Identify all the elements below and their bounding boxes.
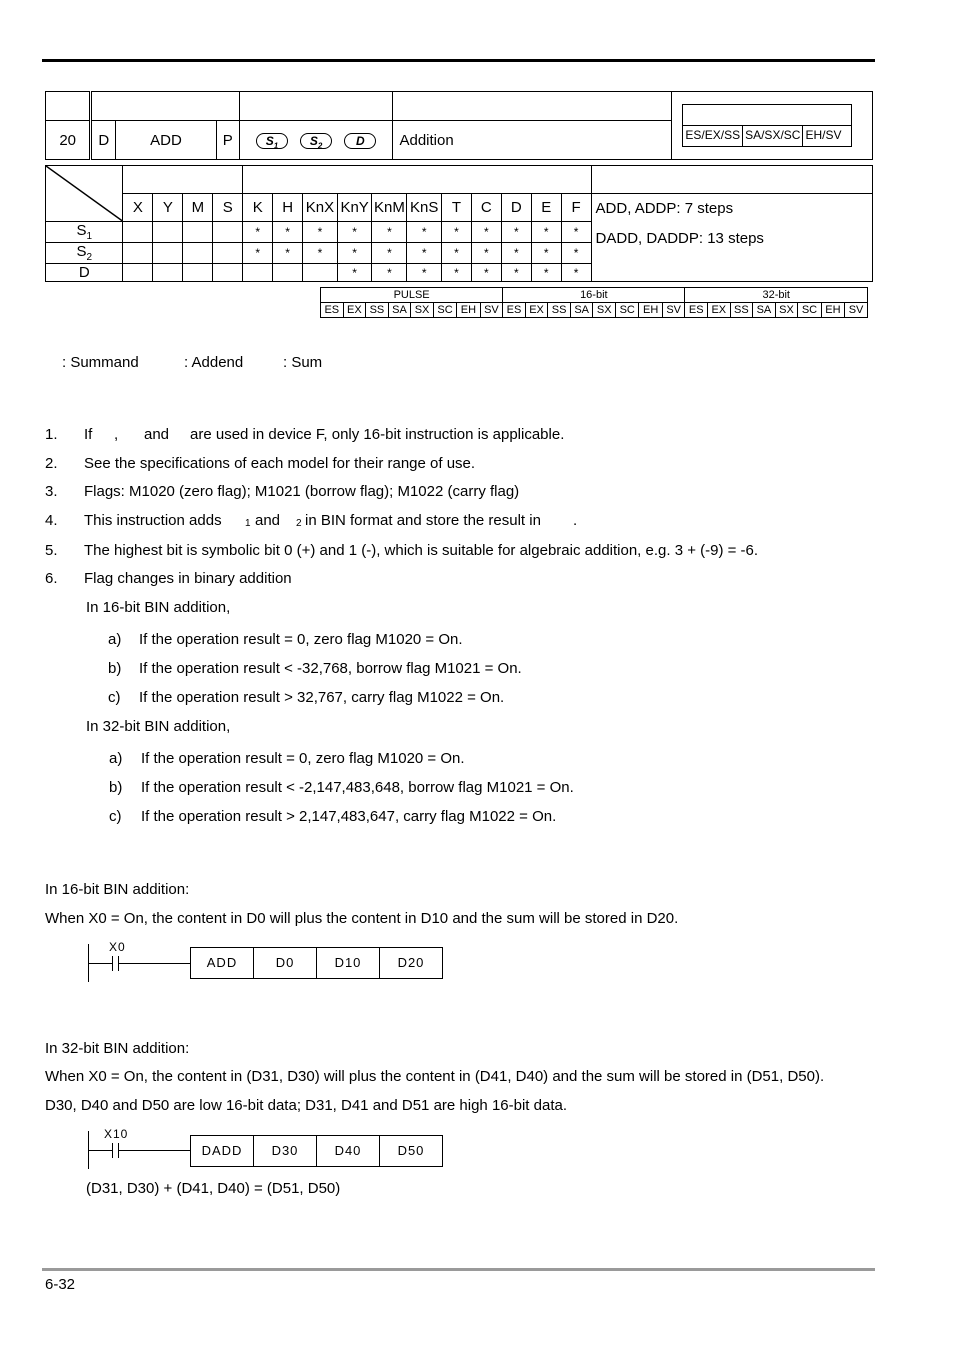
pulse-table — [320, 287, 868, 318]
col-header-knx: KnX — [303, 194, 338, 222]
pulse-model-cell: SC — [798, 303, 821, 318]
item32-a: If the operation result = 0, zero flag M1020 = On. — [141, 750, 465, 767]
operand-mark — [153, 243, 183, 264]
operand-row-label: $S_1$ — [46, 222, 123, 243]
item1-comma: , — [114, 426, 119, 443]
model-box — [682, 104, 852, 147]
operand-mark: * — [407, 264, 442, 282]
operand-row-label: $S_2$ — [46, 243, 123, 264]
operand-mark: * — [471, 243, 501, 264]
operand-mark — [213, 243, 243, 264]
col-header-kny: KnY — [337, 194, 372, 222]
example2-desc2: D30, D40 and D50 are low 16-bit data; D31, D41 and D51 are high 16-bit data. — [45, 1097, 567, 1114]
operand-mark — [303, 264, 338, 282]
sub16-title: In 16-bit BIN addition, — [86, 599, 231, 616]
pulse-model-cell: SC — [433, 303, 456, 318]
pulse-model-cell: ES — [685, 303, 708, 318]
example1-d: D20 — [397, 955, 425, 970]
pulse-model-cell: SV — [845, 303, 868, 318]
operand-mark: * — [561, 222, 591, 243]
operand-mark: * — [471, 222, 501, 243]
item5: The highest bit is symbolic bit 0 (+) and 1 (-), which is suitable for algebraic addition, e.g. 3 + (-9) = -6. — [84, 542, 759, 559]
operand-mark: * — [273, 222, 303, 243]
instruction-header — [45, 91, 873, 160]
col-header-d: D — [501, 194, 531, 222]
example2-contact-label: X10 — [104, 1127, 129, 1141]
example2-s2: D40 — [317, 1136, 380, 1166]
example1-desc: When X0 = On, the content in D0 will plus the content in D10 and the sum will be stored in D20. — [45, 910, 679, 927]
col-header-kns: KnS — [407, 194, 442, 222]
operand-mark — [183, 222, 213, 243]
pulse-model-cell: EH — [457, 303, 480, 318]
pulse-model-cell: SS — [548, 303, 571, 318]
operand-mark — [243, 264, 273, 282]
item3: Flags: M1020 (zero flag); M1021 (borrow flag); M1022 (carry flag) — [84, 483, 520, 500]
operand-mark: * — [501, 264, 531, 282]
operand-mark: * — [372, 264, 407, 282]
item4-d: . — [573, 512, 578, 529]
operand-s1: $S_1$ — [256, 133, 288, 149]
32bit-group: 32-bit — [685, 288, 868, 303]
operand-table — [45, 165, 873, 282]
pulse-model-cell: SC — [616, 303, 639, 318]
operand-mark — [273, 264, 303, 282]
operand-mark: * — [372, 243, 407, 264]
col-header-k: K — [243, 194, 273, 222]
operand-s2: $S_2$ — [300, 133, 332, 149]
operand-s2-desc: : Addend — [184, 354, 244, 371]
operand-mark — [123, 222, 153, 243]
steps-32bit: DADD, DADDP: 13 steps — [595, 230, 764, 247]
operand-mark: * — [442, 243, 472, 264]
operand-mark — [183, 264, 213, 282]
example1-s2: D10 — [317, 948, 380, 978]
col-header-c: C — [471, 194, 501, 222]
pulse-model-cell: SX — [775, 303, 798, 318]
item16-a: If the operation result = 0, zero flag M1020 = On. — [139, 631, 463, 648]
col-header-m: M — [183, 194, 213, 222]
operand-mark: * — [303, 222, 338, 243]
bottom-rule — [42, 1268, 875, 1271]
steps-cell — [591, 194, 872, 282]
operand-mark: * — [337, 243, 372, 264]
operand-mark: * — [243, 222, 273, 243]
operand-mark — [153, 264, 183, 282]
example1-op: ADD — [191, 948, 254, 978]
pulse-model-cell: SV — [480, 303, 503, 318]
operand-mark — [153, 222, 183, 243]
pulse-model-cell: EH — [821, 303, 844, 318]
pulse-model-cell: EH — [639, 303, 662, 318]
operand-mark — [213, 222, 243, 243]
col-header-h: H — [273, 194, 303, 222]
pulse-model-cell: SA — [753, 303, 776, 318]
operand-mark: * — [531, 243, 561, 264]
page-number: 6-32 — [45, 1276, 76, 1293]
top-rule — [42, 59, 875, 62]
item1-and: and — [144, 426, 170, 443]
mnemonic: ADD — [116, 121, 217, 160]
example2-op: DADD — [191, 1136, 254, 1166]
operand-symbols — [239, 121, 393, 160]
operand-mark: * — [442, 222, 472, 243]
col-header-s: S — [213, 194, 243, 222]
col-header-f: F — [561, 194, 591, 222]
model-1: ES/EX/SS — [683, 126, 743, 146]
pulse-model-cell: SS — [730, 303, 753, 318]
pulse-model-cell: ES — [321, 303, 344, 318]
operand-mark: * — [531, 264, 561, 282]
16bit-group: 16-bit — [503, 288, 685, 303]
col-header-y: Y — [153, 194, 183, 222]
col-header-t: T — [442, 194, 472, 222]
operand-mark: * — [442, 264, 472, 282]
col-header-x: X — [123, 194, 153, 222]
pulse-model-cell: ES — [503, 303, 526, 318]
item4-c: in BIN format and store the result in — [305, 512, 541, 529]
pulse-group: PULSE — [321, 288, 503, 303]
operand-mark — [123, 264, 153, 282]
operand-s1-desc: : Summand — [62, 354, 139, 371]
example2-s1: D30 — [254, 1136, 317, 1166]
operand-mark: * — [337, 222, 372, 243]
sub32-title: In 32-bit BIN addition, — [86, 718, 231, 735]
pulse-model-cell: SV — [662, 303, 685, 318]
item1-rest: are used in device F, only 16-bit instruction is applicable. — [190, 426, 565, 443]
item32-b: If the operation result < -2,147,483,648, borrow flag M1021 = On. — [141, 779, 574, 796]
operand-mark: * — [501, 222, 531, 243]
item1-if: If — [84, 426, 93, 443]
diagonal-cell — [46, 166, 123, 222]
operand-mark — [123, 243, 153, 264]
operand-d: D — [344, 133, 376, 149]
item4-b: and — [255, 512, 281, 529]
operand-mark: * — [561, 264, 591, 282]
pulse-model-cell: SA — [570, 303, 593, 318]
item16-c: If the operation result > 32,767, carry flag M1022 = On. — [139, 689, 505, 706]
operand-mark: * — [407, 222, 442, 243]
pulse-model-cell: EX — [343, 303, 366, 318]
operand-mark: * — [407, 243, 442, 264]
item2: See the specifications of each model for their range of use. — [84, 455, 476, 472]
item32-c: If the operation result > 2,147,483,647, carry flag M1022 = On. — [141, 808, 557, 825]
steps-16bit: ADD, ADDP: 7 steps — [595, 200, 734, 217]
api-number: 20 — [46, 121, 91, 160]
operand-mark — [213, 264, 243, 282]
operand-mark: * — [372, 222, 407, 243]
example2-desc1: When X0 = On, the content in (D31, D30) will plus the content in (D41, D40) and the sum will be stored in (D51, D50). — [45, 1068, 825, 1085]
pulse-model-cell: SA — [388, 303, 411, 318]
operand-mark: * — [561, 243, 591, 264]
operand-d-desc: : Sum — [283, 354, 323, 371]
example1-s1: D0 — [254, 948, 317, 978]
example1-title: In 16-bit BIN addition: — [45, 881, 190, 898]
col-header-knm: KnM — [372, 194, 407, 222]
example2-d: D50 — [397, 1143, 425, 1158]
model-2: SA/SX/SC — [743, 126, 803, 146]
operand-mark — [183, 243, 213, 264]
d-flag: D — [91, 121, 116, 160]
operand-mark: * — [471, 264, 501, 282]
model-3: EH/SV — [805, 128, 842, 142]
p-flag: P — [216, 121, 239, 160]
pulse-model-cell: EX — [708, 303, 731, 318]
col-header-e: E — [531, 194, 561, 222]
example1-instruction — [190, 947, 443, 979]
operand-mark: * — [531, 222, 561, 243]
item6: Flag changes in binary addition — [84, 570, 292, 587]
example2-title: In 32-bit BIN addition: — [45, 1040, 190, 1057]
item4-a: This instruction adds — [84, 512, 222, 529]
operand-mark: * — [243, 243, 273, 264]
operand-mark: * — [273, 243, 303, 264]
example2-formula: (D31, D30) + (D41, D40) = (D51, D50) — [86, 1180, 341, 1197]
operand-row-label: D — [46, 264, 123, 282]
operand-mark: * — [303, 243, 338, 264]
function-name: Addition — [393, 121, 672, 160]
pulse-model-cell: SS — [366, 303, 389, 318]
operand-mark: * — [501, 243, 531, 264]
operand-mark: * — [337, 264, 372, 282]
item16-b: If the operation result < -32,768, borrow flag M1021 = On. — [139, 660, 522, 677]
pulse-model-cell: SX — [593, 303, 616, 318]
example1-contact-label: X0 — [109, 940, 126, 954]
pulse-model-cell: EX — [525, 303, 548, 318]
example2-instruction — [190, 1135, 443, 1167]
pulse-model-cell: SX — [411, 303, 434, 318]
